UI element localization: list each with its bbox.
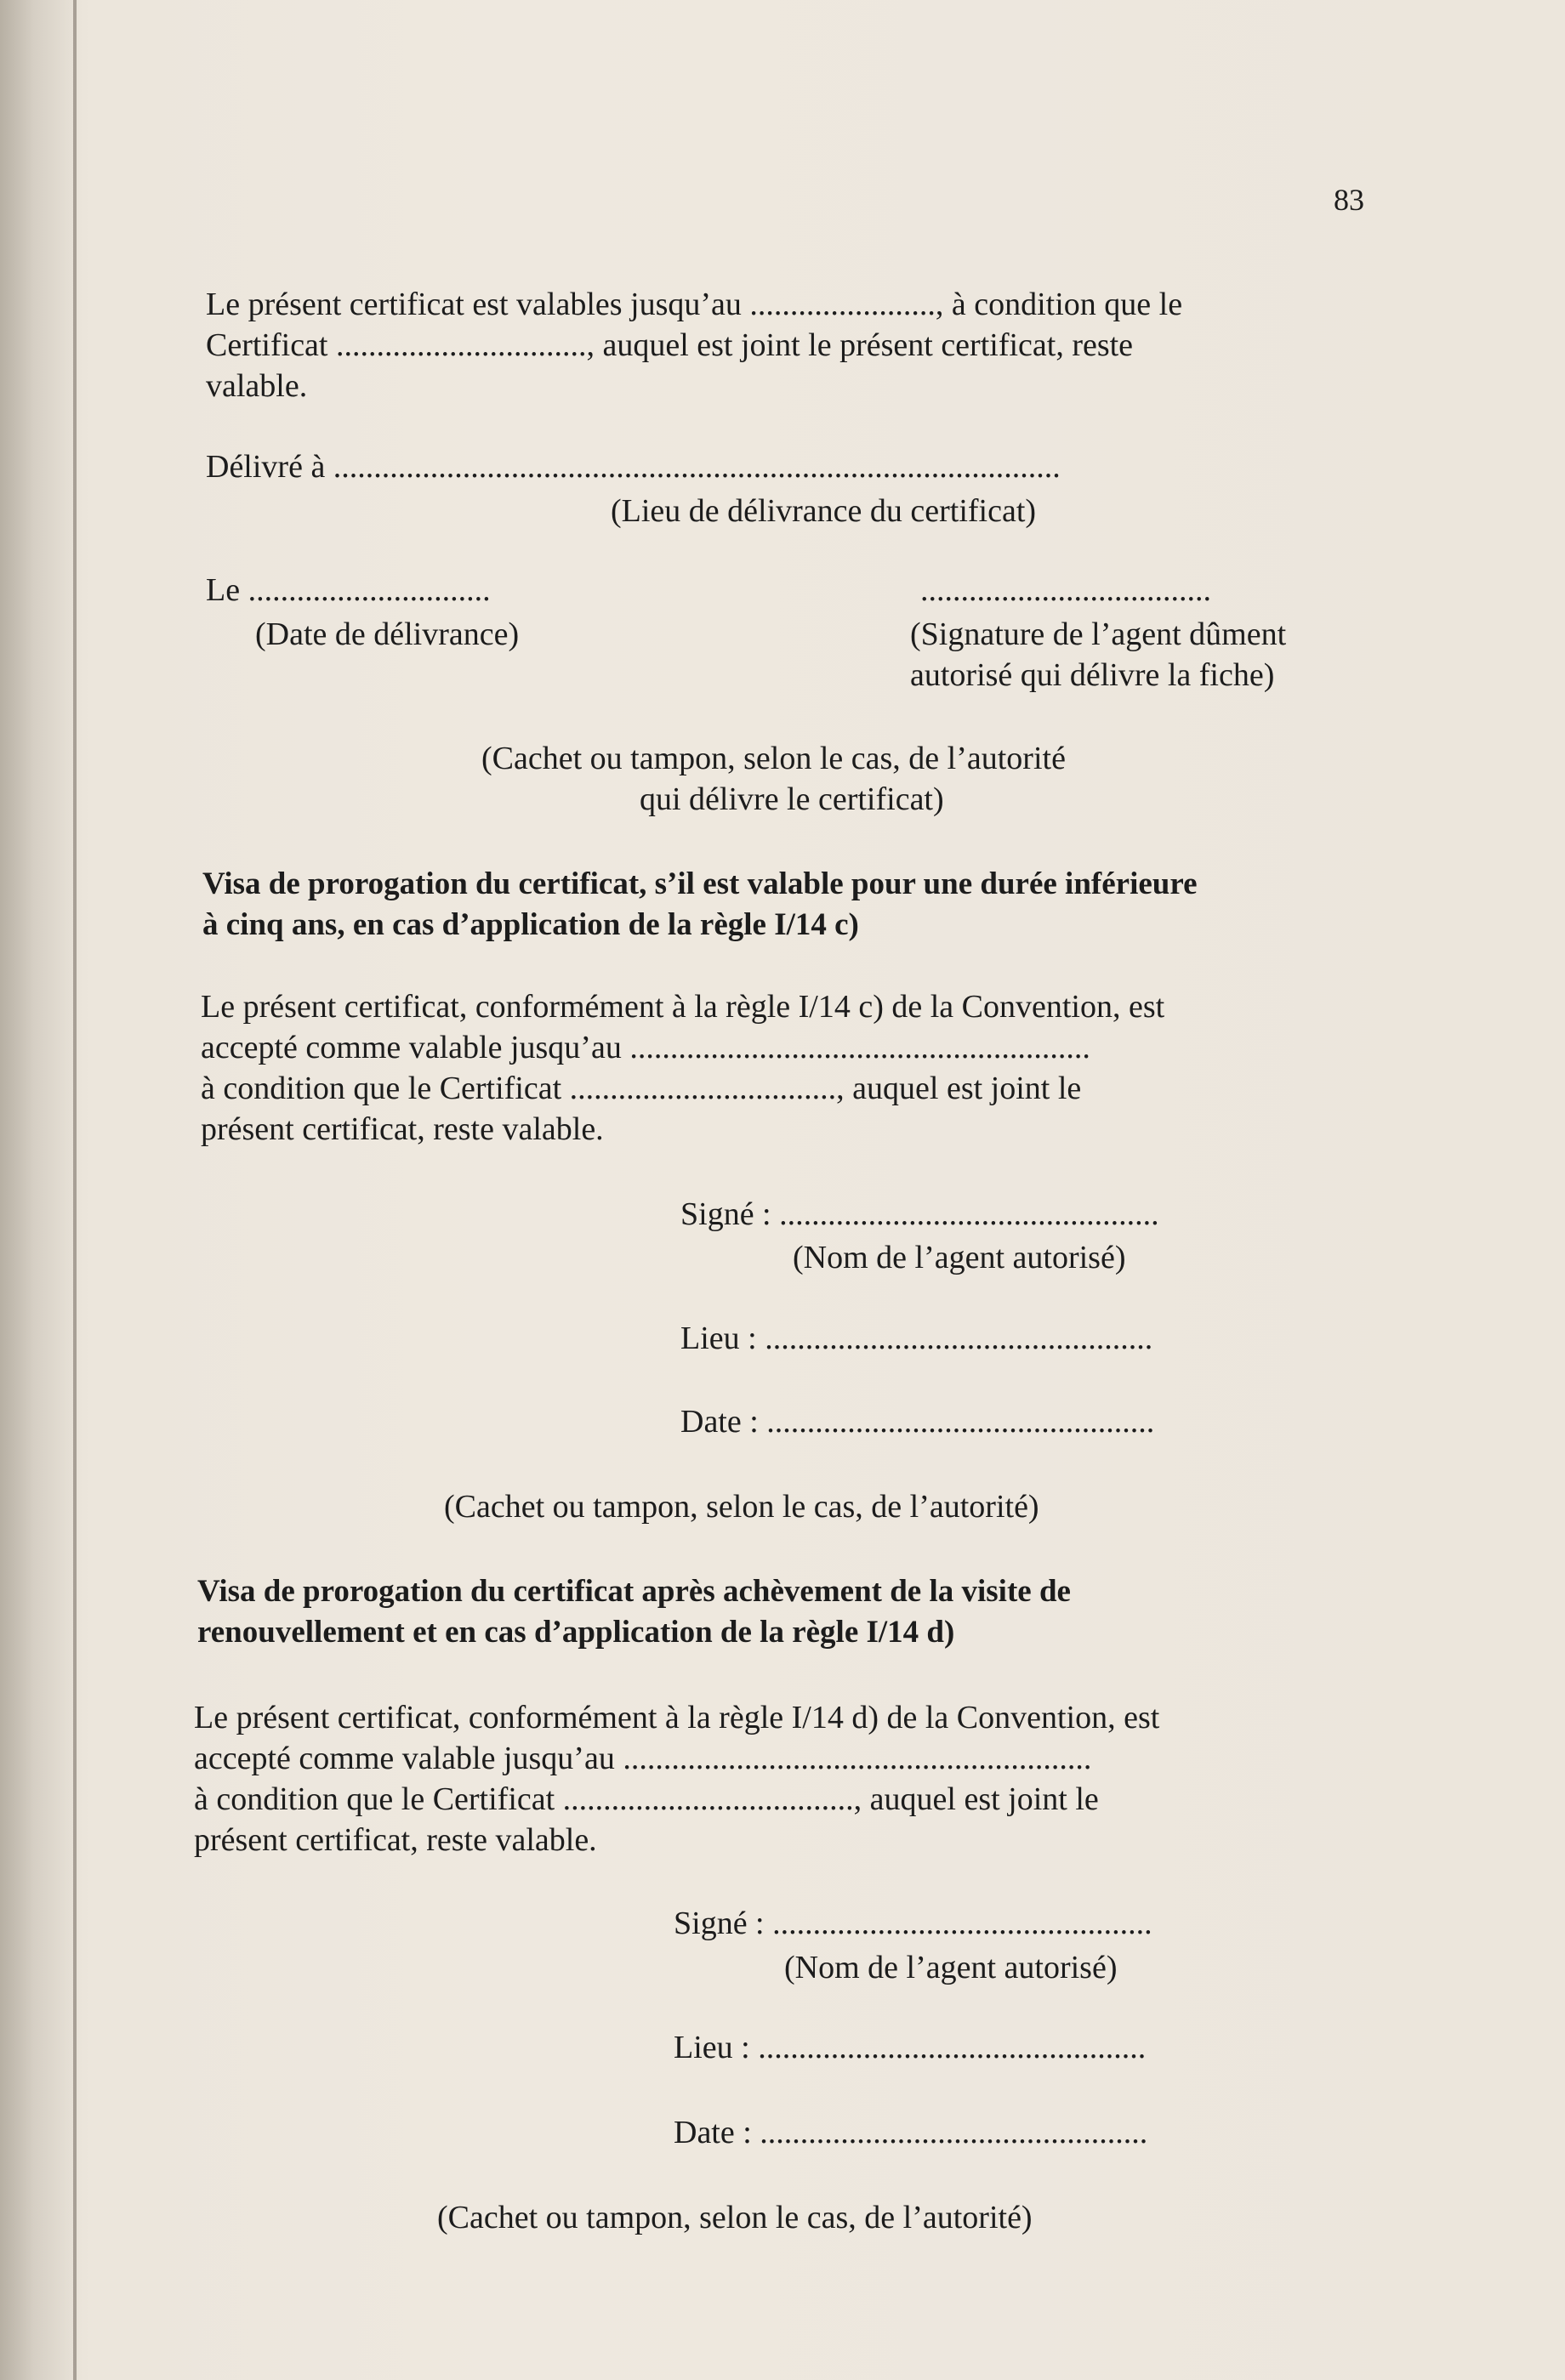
validity-line-2: Certificat ..............................., auquel est joint le présent certificat, reste	[206, 327, 1134, 363]
section-2-paragraph-4: présent certificat, reste valable.	[201, 1111, 604, 1147]
section-2-paragraph-1: Le présent certificat, conformément à la règle I/14 c) de la Convention, est	[201, 989, 1165, 1025]
page-number: 83	[1334, 183, 1364, 217]
date-caption: (Date de délivrance)	[255, 616, 520, 652]
section-2-heading-1: Visa de prorogation du certificat, s’il est valable pour une durée inférieure	[202, 866, 1198, 901]
section-2-seal-caption: (Cachet ou tampon, selon le cas, de l’autorité)	[444, 1489, 1039, 1525]
section-2-paragraph-2: accepté comme valable jusqu’au .........................................................	[201, 1030, 1090, 1065]
section-3-heading-2: renouvellement et en cas d’application de la règle I/14 d)	[197, 1615, 955, 1650]
section-3-signed-caption: (Nom de l’agent autorisé)	[784, 1950, 1118, 1985]
section-2-signed-caption: (Nom de l’agent autorisé)	[793, 1240, 1126, 1275]
section-2-date-line: Date : ................................................	[680, 1404, 1155, 1440]
binding-shadow	[0, 0, 82, 2380]
seal-caption-1: (Cachet ou tampon, selon le cas, de l’autorité	[481, 741, 1066, 776]
section-3-paragraph-3: à condition que le Certificat ...................................., auquel est joint le	[194, 1781, 1099, 1817]
section-3-seal-caption: (Cachet ou tampon, selon le cas, de l’autorité)	[437, 2200, 1033, 2235]
binding-edge	[73, 0, 77, 2380]
delivered-at-line: Délivré à ..........................................................................................	[206, 449, 1061, 485]
section-2-place-line: Lieu : ................................................	[680, 1321, 1153, 1356]
signature-caption-2: autorisé qui délivre la fiche)	[910, 657, 1275, 693]
section-3-paragraph-1: Le présent certificat, conformément à la règle I/14 d) de la Convention, est	[194, 1700, 1160, 1735]
signature-line: ....................................	[920, 572, 1211, 608]
section-2-paragraph-3: à condition que le Certificat ................................., auquel est joint le	[201, 1071, 1082, 1106]
section-2-signed-line: Signé : ...............................................	[680, 1196, 1159, 1232]
section-3-heading-1: Visa de prorogation du certificat après achèvement de la visite de	[197, 1574, 1071, 1609]
section-3-paragraph-2: accepté comme valable jusqu’au ..........................................................	[194, 1741, 1092, 1776]
date-line: Le ..............................	[206, 572, 491, 608]
section-3-paragraph-4: présent certificat, reste valable.	[194, 1822, 597, 1858]
signature-caption-1: (Signature de l’agent dûment	[910, 616, 1287, 652]
validity-line-1: Le présent certificat est valables jusqu’au ......................., à condition que le	[206, 287, 1183, 322]
section-3-date-line: Date : ................................................	[674, 2115, 1148, 2150]
delivery-place-caption: (Lieu de délivrance du certificat)	[611, 493, 1037, 529]
validity-line-3: valable.	[206, 368, 308, 404]
seal-caption-2: qui délivre le certificat)	[640, 781, 944, 817]
section-3-signed-line: Signé : ...............................................	[674, 1906, 1152, 1941]
section-2-heading-2: à cinq ans, en cas d’application de la règle I/14 c)	[202, 907, 859, 942]
section-3-place-line: Lieu : ................................................	[674, 2030, 1147, 2065]
